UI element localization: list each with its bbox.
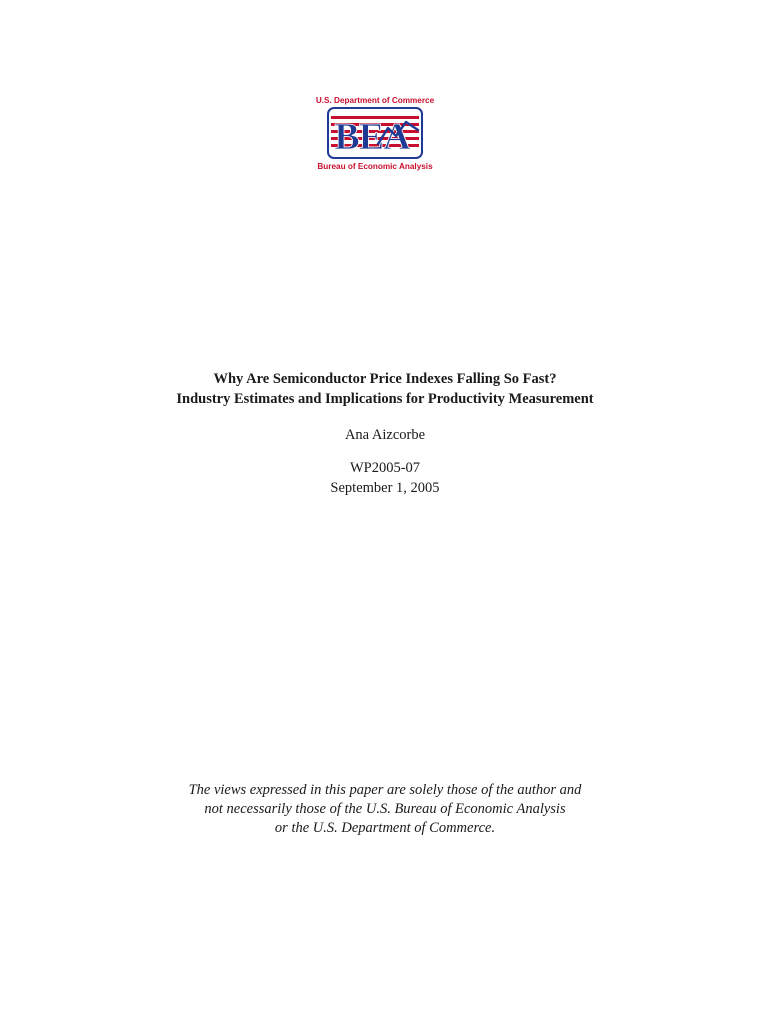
logo-bottom-text: Bureau of Economic Analysis <box>317 162 433 171</box>
title-line-1: Why Are Semiconductor Price Indexes Falling So Fast? <box>213 371 557 387</box>
bea-logo <box>315 94 435 172</box>
disclaimer-line-2: not necessarily those of the U.S. Bureau of Economic Analysis <box>204 801 566 817</box>
logo-mark-text: BEA <box>334 116 410 158</box>
author-name: Ana Aizcorbe <box>344 427 426 443</box>
disclaimer <box>0 781 770 838</box>
title-line-2: Industry Estimates and Implications for Productivity Measurement <box>176 391 594 407</box>
disclaimer-line-3: or the U.S. Department of Commerce. <box>274 820 496 836</box>
paper-date: September 1, 2005 <box>330 480 440 496</box>
paper-number: WP2005-07 <box>349 460 421 476</box>
disclaimer-line-1: The views expressed in this paper are solely those of the author and <box>188 782 582 798</box>
paper-meta <box>0 458 770 498</box>
paper-title <box>0 369 770 409</box>
logo-top-text: U.S. Department of Commerce <box>315 96 435 105</box>
